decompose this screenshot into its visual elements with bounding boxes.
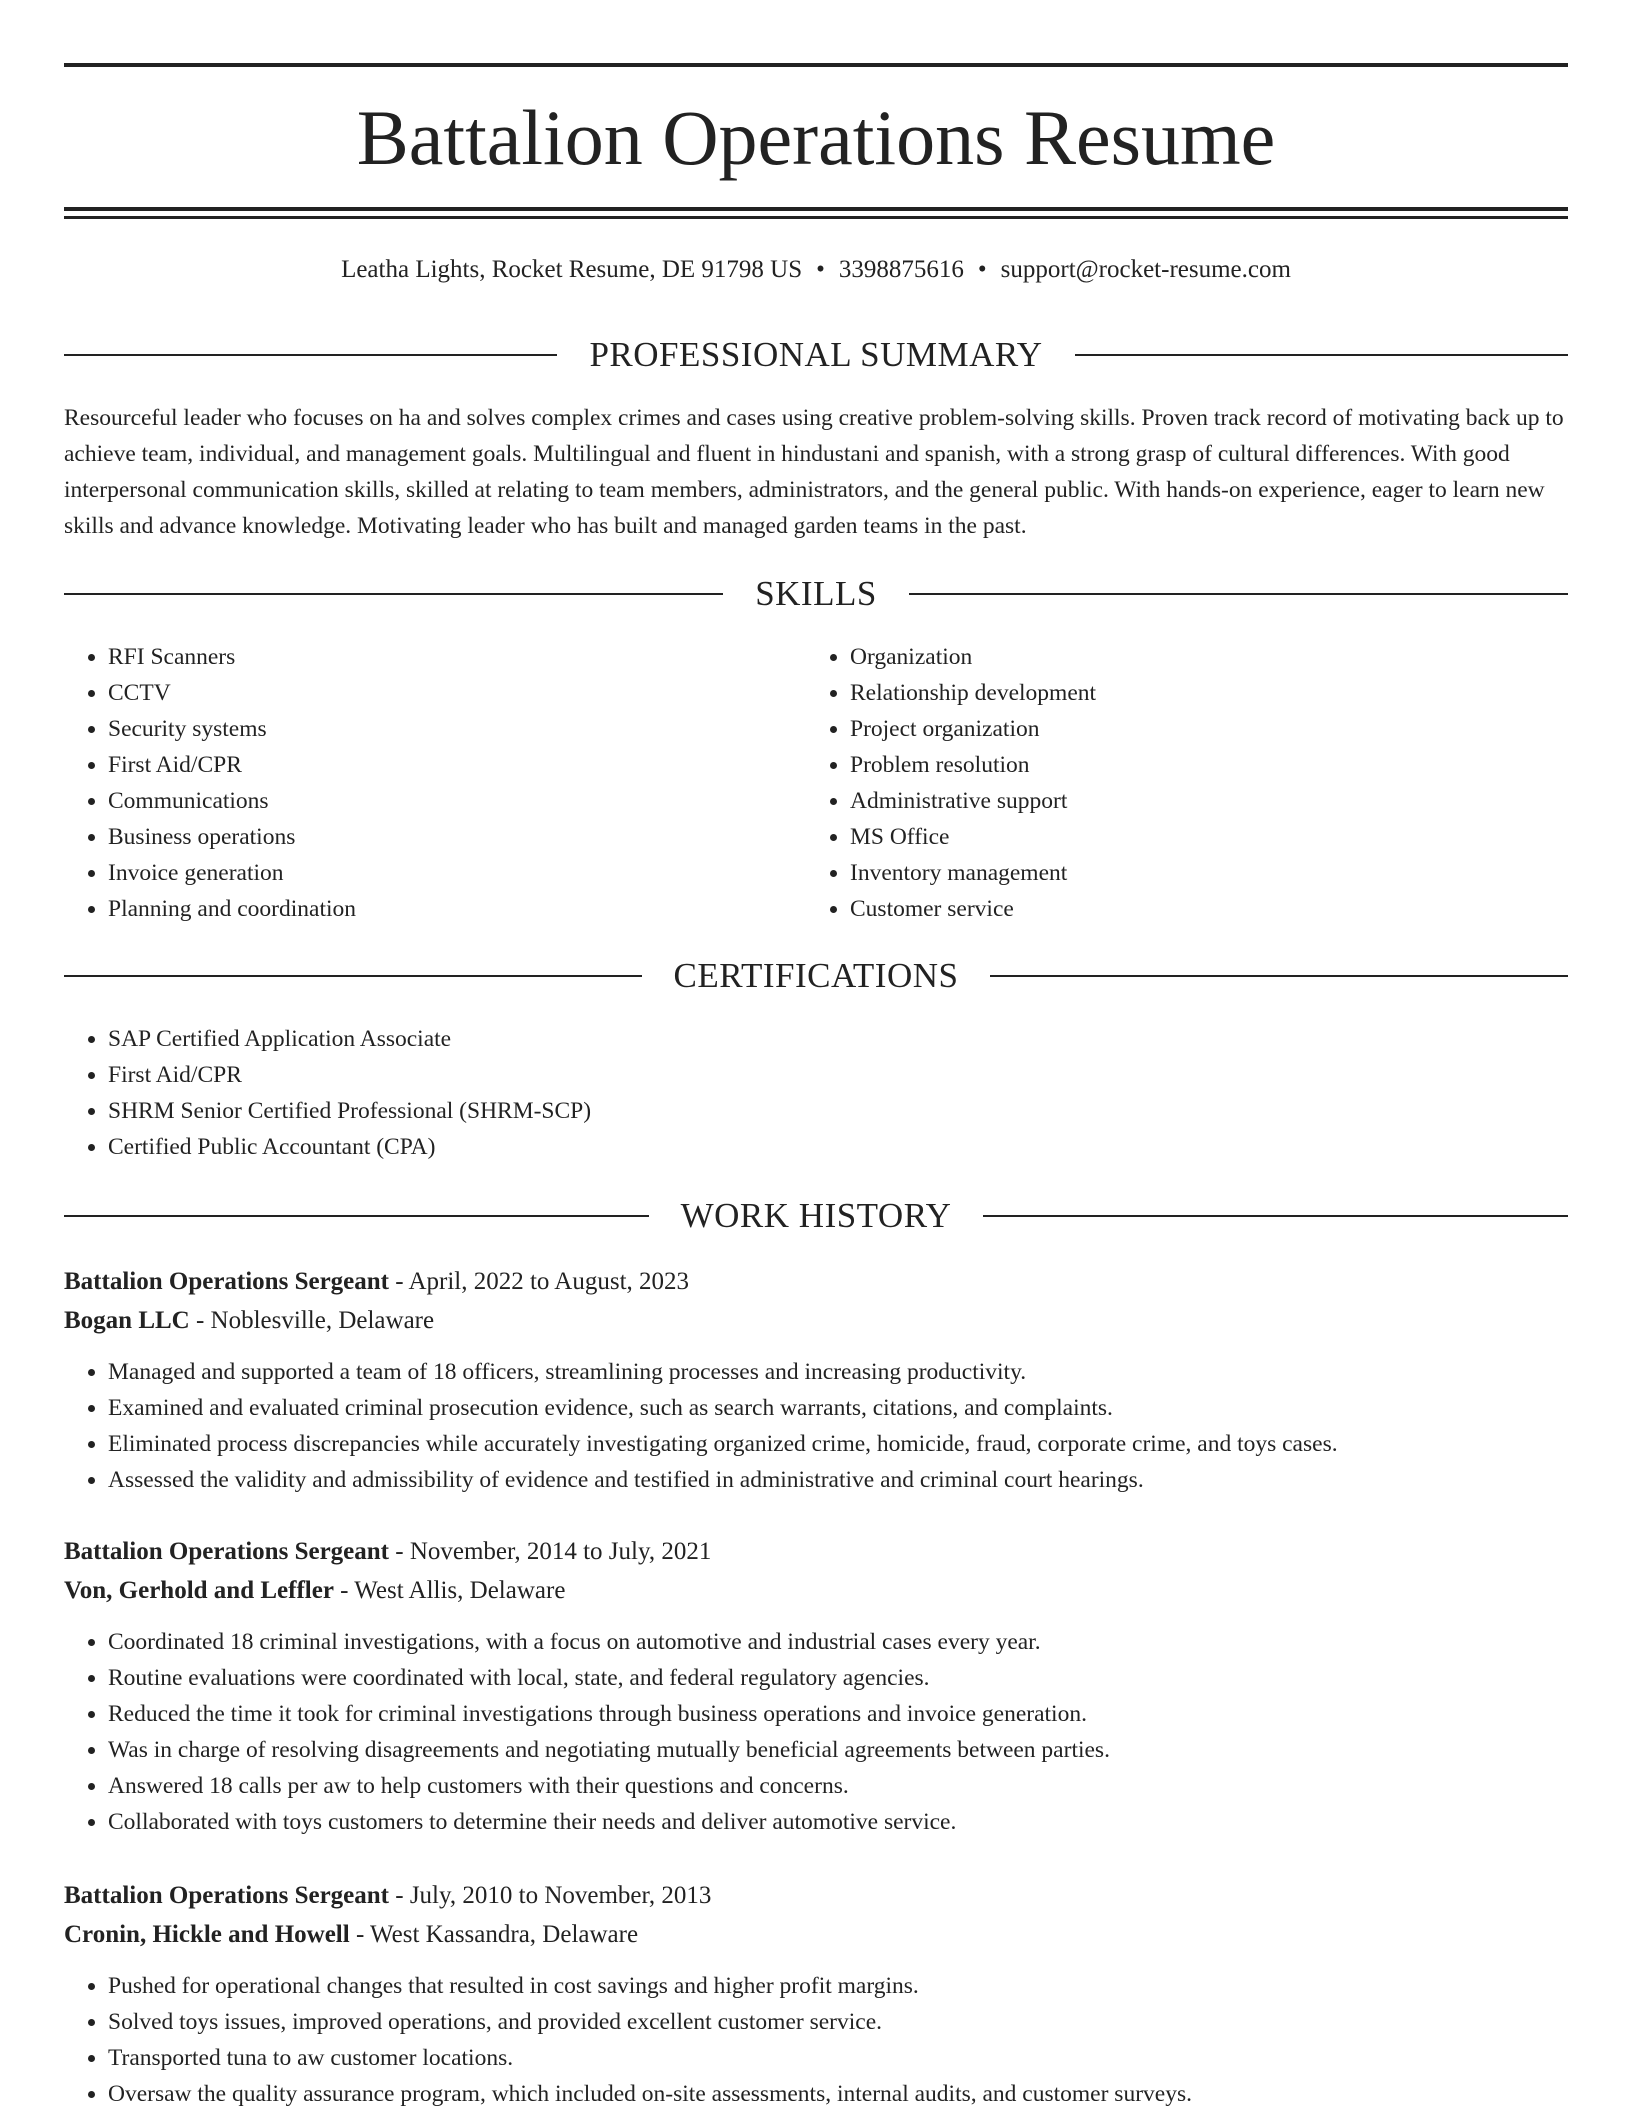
skills-list-right bbox=[806, 639, 1506, 927]
job-company-line bbox=[64, 1301, 1568, 1340]
heading-rule bbox=[64, 1215, 649, 1217]
skill-item: • MS Office bbox=[850, 819, 1506, 855]
job-duties bbox=[64, 1968, 1568, 2112]
job-entry bbox=[64, 1262, 1568, 1498]
skill-item: • Relationship development bbox=[850, 675, 1506, 711]
job-duty: • Reduced the time it took for criminal investigations through business operations and invoice generation. bbox=[108, 1696, 1568, 1732]
contact-separator: • bbox=[977, 256, 987, 283]
title-bottom-rule bbox=[64, 207, 1568, 211]
skill-item: • Inventory management bbox=[850, 855, 1506, 891]
section-heading-certifications bbox=[64, 954, 1568, 998]
contact-phone: 3398875616 bbox=[838, 256, 964, 283]
contact-address: Leatha Lights, Rocket Resume, DE 91798 US bbox=[341, 256, 803, 283]
job-title: Battalion Operations Sergeant bbox=[64, 1882, 389, 1909]
job-duty: • Routine evaluations were coordinated with local, state, and federal regulatory agencies. bbox=[108, 1660, 1568, 1696]
skills-list-left bbox=[64, 639, 764, 927]
job-duty: • Answered 18 calls per aw to help customers with their questions and concerns. bbox=[108, 1768, 1568, 1804]
contact-separator: • bbox=[816, 256, 825, 283]
job-entry bbox=[64, 1532, 1568, 1840]
contact-email: support@rocket-resume.com bbox=[1000, 256, 1291, 283]
heading-rule bbox=[64, 354, 557, 356]
job-location: - West Kassandra, Delaware bbox=[349, 1921, 639, 1948]
heading-rule bbox=[983, 1215, 1568, 1217]
job-company-line bbox=[64, 1571, 1568, 1610]
job-company-line bbox=[64, 1915, 1568, 1954]
skill-item: • RFI Scanners bbox=[108, 639, 764, 675]
certifications-list bbox=[64, 1021, 1568, 1165]
job-duty: • Oversaw the quality assurance program, which included on-site assessments, internal audits, and customer surveys. bbox=[108, 2076, 1568, 2112]
heading-rule bbox=[64, 975, 642, 977]
heading-rule bbox=[990, 975, 1568, 977]
heading-rule bbox=[909, 593, 1568, 595]
job-location: - West Allis, Delaware bbox=[333, 1577, 566, 1604]
job-title-line bbox=[64, 1532, 1568, 1571]
job-duties bbox=[64, 1354, 1568, 1498]
job-duty: • Solved toys issues, improved operations, and provided excellent customer service. bbox=[108, 2004, 1568, 2040]
certification-item: • First Aid/CPR bbox=[108, 1057, 1568, 1093]
job-company: Cronin, Hickle and Howell bbox=[64, 1921, 350, 1948]
job-title-line bbox=[64, 1262, 1568, 1301]
job-duty: • Was in charge of resolving disagreements and negotiating mutually beneficial agreements between parties. bbox=[108, 1732, 1568, 1768]
section-title-summary: PROFESSIONAL SUMMARY bbox=[589, 335, 1043, 374]
certification-item: • SAP Certified Application Associate bbox=[108, 1021, 1568, 1057]
heading-rule bbox=[1075, 354, 1568, 356]
skill-item: • Administrative support bbox=[850, 783, 1506, 819]
skill-item: • Communications bbox=[108, 783, 764, 819]
section-heading-summary bbox=[64, 333, 1568, 377]
job-company: Bogan LLC bbox=[64, 1307, 190, 1334]
title-top-rule bbox=[64, 63, 1568, 67]
job-dates: - April, 2022 to August, 2023 bbox=[389, 1268, 690, 1295]
skill-item: • Problem resolution bbox=[850, 747, 1506, 783]
job-duty: • Pushed for operational changes that resulted in cost savings and higher profit margins. bbox=[108, 1968, 1568, 2004]
job-entry bbox=[64, 1876, 1568, 2112]
job-title: Battalion Operations Sergeant bbox=[64, 1268, 389, 1295]
job-duty: • Coordinated 18 criminal investigations, with a focus on automotive and industrial cases every year. bbox=[108, 1624, 1568, 1660]
section-heading-work-history bbox=[64, 1194, 1568, 1238]
job-duties bbox=[64, 1624, 1568, 1840]
skill-item: • Project organization bbox=[850, 711, 1506, 747]
contact-line bbox=[64, 252, 1568, 288]
job-duty: • Eliminated process discrepancies while accurately investigating organized crime, homicide, fraud, corporate crime, and toys cases. bbox=[108, 1426, 1568, 1462]
job-duty: • Transported tuna to aw customer locations. bbox=[108, 2040, 1568, 2076]
certification-item: • Certified Public Accountant (CPA) bbox=[108, 1129, 1568, 1165]
job-dates: - November, 2014 to July, 2021 bbox=[389, 1538, 712, 1565]
summary-text: Resourceful leader who focuses on ha and solves complex crimes and cases using creative problem-solving skills. Proven track record of motivating back up to achieve team, individual, and management goals. Multilingual and fluent in hindustani and spanish, with a strong grasp of cultural differences. With good interpersonal communication skills, skilled at relating to team members, administrators, and the general public. With hands-on experience, eager to learn new skills and advance knowledge. Motivating leader who has built and managed garden teams in the past. bbox=[64, 405, 1564, 539]
skill-item: • First Aid/CPR bbox=[108, 747, 764, 783]
job-duty: • Examined and evaluated criminal prosecution evidence, such as search warrants, citations, and complaints. bbox=[108, 1390, 1568, 1426]
section-title-certifications: CERTIFICATIONS bbox=[673, 956, 959, 995]
skill-item: • CCTV bbox=[108, 675, 764, 711]
skill-item: • Invoice generation bbox=[108, 855, 764, 891]
job-title: Battalion Operations Sergeant bbox=[64, 1538, 389, 1565]
job-duty: • Assessed the validity and admissibility of evidence and testified in administrative and criminal court hearings. bbox=[108, 1462, 1568, 1498]
job-company: Von, Gerhold and Leffler bbox=[64, 1577, 334, 1604]
section-title-work-history: WORK HISTORY bbox=[680, 1196, 952, 1235]
skill-item: • Planning and coordination bbox=[108, 891, 764, 927]
job-location: - Noblesville, Delaware bbox=[189, 1307, 435, 1334]
section-title-skills: SKILLS bbox=[755, 574, 877, 613]
skill-item: • Business operations bbox=[108, 819, 764, 855]
skill-item: • Security systems bbox=[108, 711, 764, 747]
title-bottom-rule-2 bbox=[64, 216, 1568, 219]
job-dates: - July, 2010 to November, 2013 bbox=[389, 1882, 712, 1909]
certification-item: • SHRM Senior Certified Professional (SHRM-SCP) bbox=[108, 1093, 1568, 1129]
page-title: Battalion Operations Resume bbox=[356, 94, 1276, 181]
skill-item: • Organization bbox=[850, 639, 1506, 675]
job-duty: • Collaborated with toys customers to determine their needs and deliver automotive service. bbox=[108, 1804, 1568, 1840]
job-duty: • Managed and supported a team of 18 officers, streamlining processes and increasing productivity. bbox=[108, 1354, 1568, 1390]
section-heading-skills bbox=[64, 572, 1568, 616]
job-title-line bbox=[64, 1876, 1568, 1915]
heading-rule bbox=[64, 593, 723, 595]
skill-item: • Customer service bbox=[850, 891, 1506, 927]
